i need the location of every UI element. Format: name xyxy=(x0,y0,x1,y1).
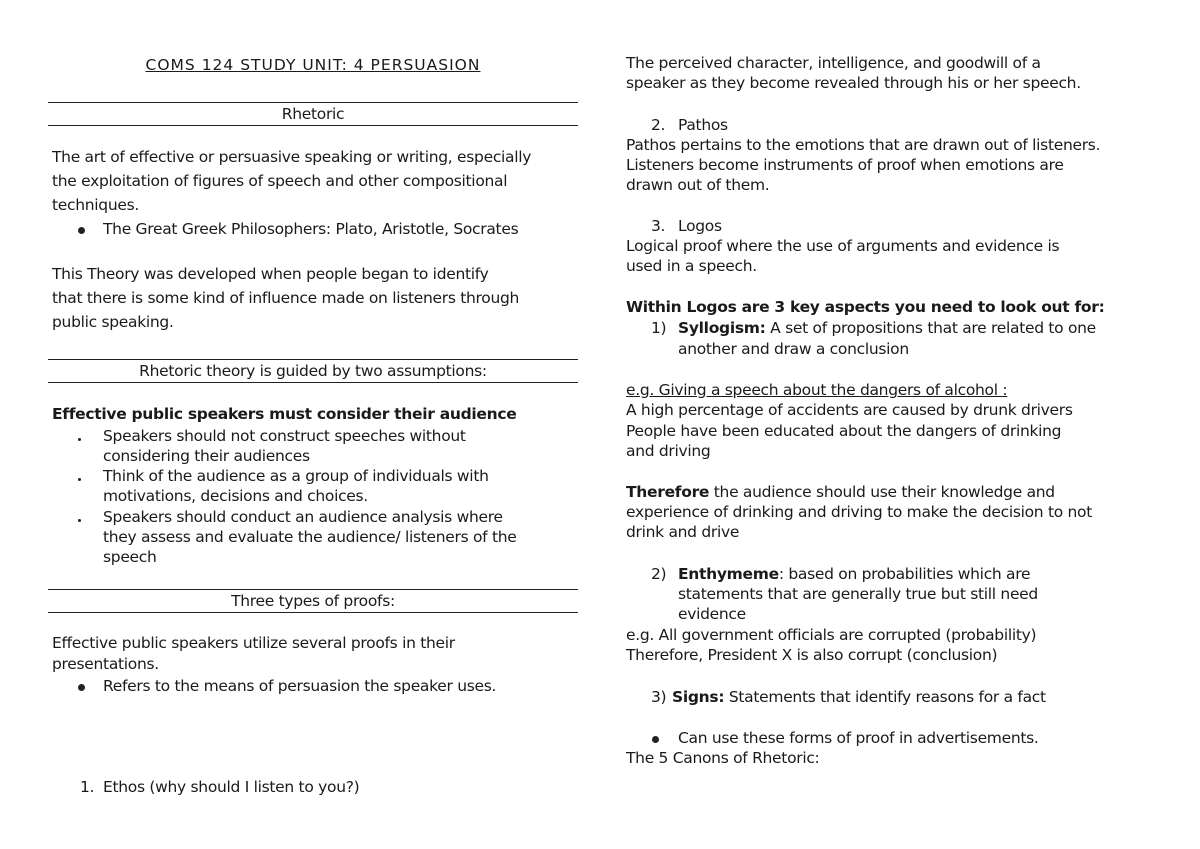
syllogism-definition: A set of propositions that are related to one xyxy=(765,319,1096,337)
enthymeme-number: 2) xyxy=(651,565,667,583)
enthymeme-item xyxy=(678,564,1030,584)
logos-label: Logos xyxy=(678,217,722,235)
signs-item xyxy=(672,687,1046,707)
ethos-definition-line: speaker as they become revealed through his or her speech. xyxy=(626,74,1081,92)
bullet-icon xyxy=(652,728,659,748)
therefore-line: experience of drinking and driving to make the decision to not xyxy=(626,503,1093,521)
audience-bullet-line: considering their audiences xyxy=(103,447,310,465)
audience-heading: Effective public speakers must consider their audience xyxy=(52,405,517,423)
theory-text-line: This Theory was developed when people began to identify xyxy=(52,265,489,283)
enthymeme-example-line: Therefore, President X is also corrupt (conclusion) xyxy=(626,646,998,664)
therefore-line: drink and drive xyxy=(626,523,740,541)
signs-term: Signs: xyxy=(672,688,725,706)
ethos-number: 1. xyxy=(80,778,95,796)
example-heading: e.g. Giving a speech about the dangers of alcohol : xyxy=(626,381,1008,399)
rhetoric-header: Rhetoric xyxy=(48,102,578,126)
syllogism-term: Syllogism: xyxy=(678,319,766,337)
signs-number: 3) xyxy=(651,688,667,706)
logos-definition-line: Logical proof where the use of arguments and evidence is xyxy=(626,237,1060,255)
assumptions-header: Rhetoric theory is guided by two assumptions: xyxy=(48,359,578,383)
signs-definition: Statements that identify reasons for a fact xyxy=(724,688,1046,706)
pathos-label: Pathos xyxy=(678,116,728,134)
syllogism-item xyxy=(678,318,1096,338)
rhetoric-definition-line: The art of effective or persuasive speaking or writing, especially xyxy=(52,148,532,166)
enthymeme-definition: : based on probabilities which are xyxy=(778,565,1031,583)
bullet-icon xyxy=(78,426,81,446)
proofs-text-line: presentations. xyxy=(52,655,159,673)
therefore-rest: the audience should use their knowledge and xyxy=(709,483,1055,501)
logos-definition-line: used in a speech. xyxy=(626,257,757,275)
audience-bullet-line: Speakers should not construct speeches without xyxy=(103,427,466,445)
bullet-icon xyxy=(78,507,81,527)
theory-text-line: that there is some kind of influence made on listeners through xyxy=(52,289,520,307)
audience-bullet-line: speech xyxy=(103,548,157,566)
example-line: A high percentage of accidents are caused by drunk drivers xyxy=(626,401,1073,419)
rhetoric-definition-line: techniques. xyxy=(52,196,139,214)
proofs-bullet: Refers to the means of persuasion the speaker uses. xyxy=(103,677,497,695)
enthymeme-definition-line: evidence xyxy=(678,605,746,623)
theory-text-line: public speaking. xyxy=(52,313,174,331)
audience-bullet-line: Think of the audience as a group of individuals with xyxy=(103,467,489,485)
enthymeme-definition-line: statements that are generally true but still need xyxy=(678,585,1038,603)
pathos-definition-line: Pathos pertains to the emotions that are drawn out of listeners. xyxy=(626,136,1101,154)
bullet-icon xyxy=(78,219,85,239)
enthymeme-term: Enthymeme xyxy=(678,565,779,583)
logos-aspects-heading: Within Logos are 3 key aspects you need to look out for: xyxy=(626,298,1105,316)
pathos-number: 2. xyxy=(651,116,666,134)
audience-bullet-line: they assess and evaluate the audience/ listeners of the xyxy=(103,528,517,546)
syllogism-definition-line: another and draw a conclusion xyxy=(678,340,909,358)
rhetoric-definition-line: the exploitation of figures of speech and other compositional xyxy=(52,172,508,190)
ethos-definition-line: The perceived character, intelligence, and goodwill of a xyxy=(626,54,1041,72)
bullet-icon xyxy=(78,676,85,696)
logos-number: 3. xyxy=(651,217,666,235)
pathos-definition-line: Listeners become instruments of proof when emotions are xyxy=(626,156,1064,174)
therefore-line xyxy=(626,482,1055,502)
example-line: People have been educated about the dangers of drinking xyxy=(626,422,1062,440)
audience-bullet-line: Speakers should conduct an audience analysis where xyxy=(103,508,503,526)
proofs-header: Three types of proofs: xyxy=(48,589,578,613)
bullet-icon xyxy=(78,466,81,486)
audience-bullet-line: motivations, decisions and choices. xyxy=(103,487,368,505)
example-line: and driving xyxy=(626,442,711,460)
philosophers-bullet: The Great Greek Philosophers: Plato, Aristotle, Socrates xyxy=(103,220,519,238)
canons-heading: The 5 Canons of Rhetoric: xyxy=(626,749,820,767)
therefore-word: Therefore xyxy=(626,483,710,501)
page-title: COMS 124 STUDY UNIT: 4 PERSUASION xyxy=(145,56,481,74)
pathos-definition-line: drawn out of them. xyxy=(626,176,770,194)
proofs-text-line: Effective public speakers utilize several proofs in their xyxy=(52,634,455,652)
ethos-label: Ethos (why should I listen to you?) xyxy=(103,778,360,796)
syllogism-number: 1) xyxy=(651,319,667,337)
ads-bullet: Can use these forms of proof in advertisements. xyxy=(678,729,1039,747)
enthymeme-example-line: e.g. All government officials are corrupted (probability) xyxy=(626,626,1037,644)
